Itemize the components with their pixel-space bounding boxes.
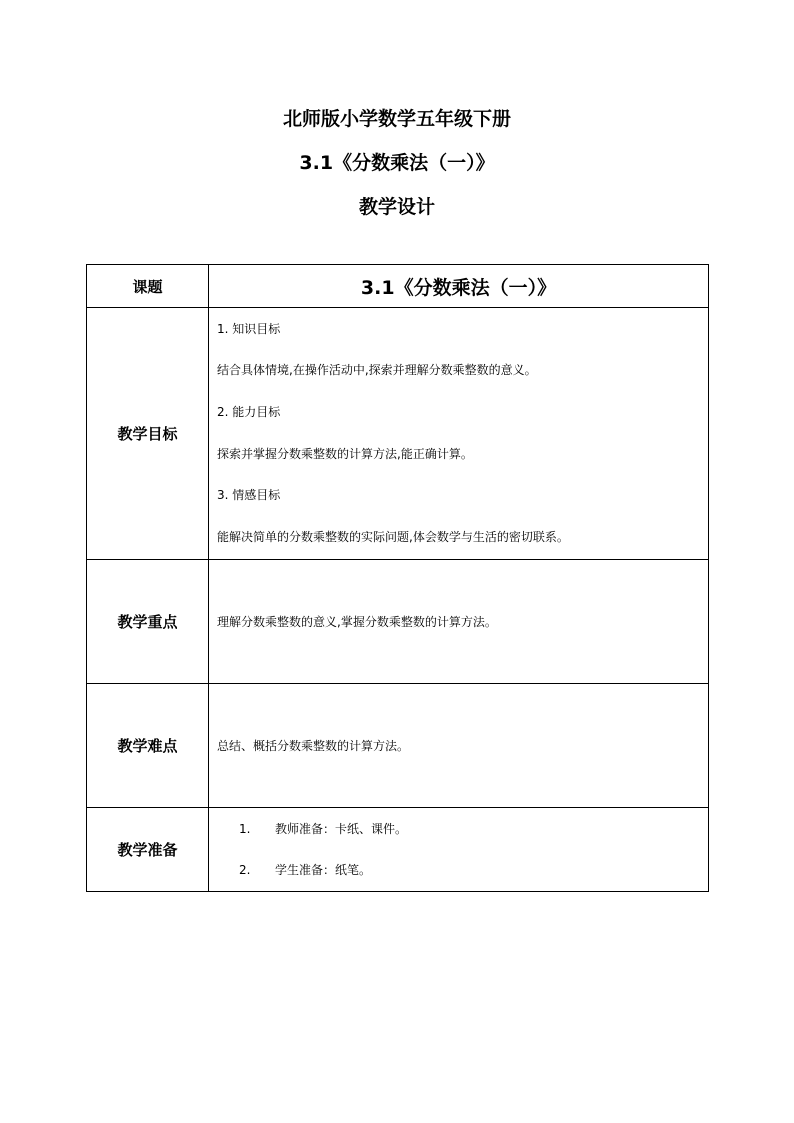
key-points-label: 教学重点 xyxy=(87,560,209,684)
preparation-content xyxy=(209,808,709,892)
table-row-preparation xyxy=(87,808,709,892)
preparation-label: 教学准备 xyxy=(87,808,209,892)
key-points-value: 理解分数乘整数的意义,掌握分数乘整数的计算方法。 xyxy=(209,560,709,684)
topic-value: 3.1《分数乘法（一）》 xyxy=(209,265,709,308)
document-header xyxy=(0,100,794,232)
document-title-lesson: 3.1《分数乘法（一）》 xyxy=(299,152,495,174)
list-item-number: 2. xyxy=(239,862,251,877)
goal-emotion-heading: 3. 情感目标 xyxy=(217,488,281,503)
difficulties-value: 总结、概括分数乘整数的计算方法。 xyxy=(209,684,709,808)
goal-emotion-text: 能解决简单的分数乘整数的实际问题,体会数学与生活的密切联系。 xyxy=(217,529,569,544)
document-title-type: 教学设计 xyxy=(358,196,435,218)
goals-label: 教学目标 xyxy=(87,308,209,560)
goal-knowledge-text: 结合具体情境,在操作活动中,探索并理解分数乘整数的意义。 xyxy=(217,363,537,378)
goal-ability-text: 探索并掌握分数乘整数的计算方法,能正确计算。 xyxy=(217,446,473,461)
list-item xyxy=(217,809,708,850)
document-title-series: 北师版小学数学五年级下册 xyxy=(282,108,511,130)
goals-content xyxy=(209,308,709,560)
lesson-plan-table xyxy=(86,264,709,892)
table-row-key-points xyxy=(87,560,709,684)
goal-knowledge-heading: 1. 知识目标 xyxy=(217,321,281,336)
difficulties-label: 教学难点 xyxy=(87,684,209,808)
topic-label: 课题 xyxy=(87,265,209,308)
goal-ability-heading: 2. 能力目标 xyxy=(217,404,281,419)
list-item-text: 学生准备：纸笔。 xyxy=(275,862,372,877)
table-row-difficulties xyxy=(87,684,709,808)
list-item xyxy=(217,850,708,891)
list-item-number: 1. xyxy=(239,821,251,836)
list-item-text: 教师准备：卡纸、课件。 xyxy=(275,821,408,836)
table-row-topic xyxy=(87,265,709,308)
table-row-goals xyxy=(87,308,709,560)
